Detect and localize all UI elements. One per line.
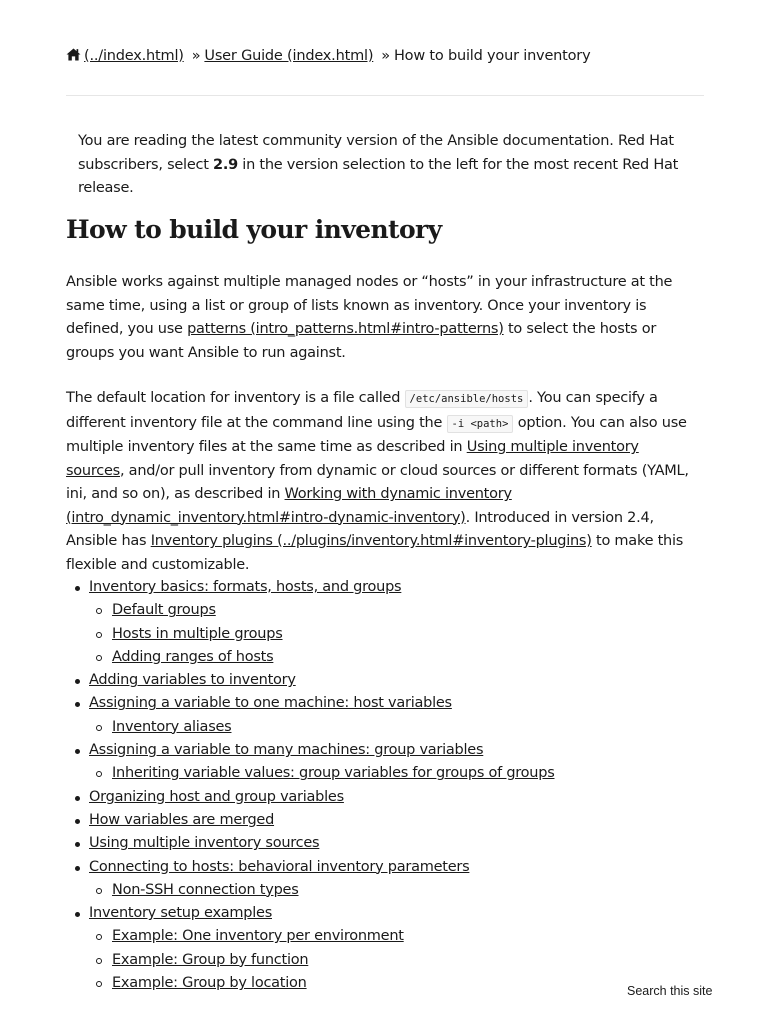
- toc-link[interactable]: Default groups: [112, 602, 216, 619]
- toc-subitem: [66, 949, 706, 972]
- patterns-link[interactable]: patterns (intro_patterns.html#intro-patterns): [187, 321, 504, 337]
- paragraph-text: to make this flexible and customizable.: [66, 533, 684, 573]
- toc-item: [66, 669, 706, 692]
- notice-text-end: in the version selection to the left for the most recent Red Hat release.: [78, 156, 679, 196]
- toc-link[interactable]: Assigning a variable to one machine: host variables: [89, 695, 452, 712]
- paragraph-text: , and/or pull inventory from dynamic or cloud sources or different formats (YAML, ini, and so on), as described in: [66, 462, 689, 502]
- breadcrumb-home-label: (../index.html): [84, 48, 184, 64]
- multiple-inventory-sources-link[interactable]: Using multiple inventory sources: [66, 439, 639, 479]
- breadcrumb-separator: »: [381, 48, 390, 64]
- toc-subitem: [66, 646, 706, 669]
- paragraph-text: The default location for inventory is a file called: [66, 390, 405, 406]
- toc-link[interactable]: Hosts in multiple groups: [112, 625, 283, 642]
- inventory-plugins-link[interactable]: Inventory plugins (../plugins/inventory.html#inventory-plugins): [150, 533, 592, 549]
- table-of-contents: [66, 576, 706, 995]
- notice-version: 2.9: [213, 156, 238, 173]
- toc-link[interactable]: Organizing host and group variables: [89, 788, 344, 805]
- toc-subitem: [66, 599, 706, 622]
- toc-link[interactable]: Adding variables to inventory: [89, 672, 296, 689]
- breadcrumb-user-guide-link[interactable]: User Guide (index.html): [204, 48, 374, 64]
- notice-text: You are reading the latest community version of the Ansible documentation. Red Hat subscribers, select: [78, 133, 674, 173]
- toc-item: [66, 902, 706, 925]
- inventory-path-code: /etc/ansible/hosts: [405, 390, 529, 408]
- toc-item: [66, 739, 706, 762]
- search-site-link[interactable]: Search this site: [627, 984, 713, 998]
- toc-link[interactable]: Connecting to hosts: behavioral inventory parameters: [89, 858, 470, 875]
- paragraph-text: Ansible works against multiple managed nodes or “hosts” in your infrastructure at the same time, using a list or group of lists known as inventory. Once your inventory is defined, you use: [66, 274, 673, 337]
- toc-link[interactable]: Inventory basics: formats, hosts, and groups: [89, 579, 402, 595]
- toc-item: [66, 786, 706, 809]
- breadcrumb: [66, 46, 590, 66]
- toc-link[interactable]: Using multiple inventory sources: [89, 835, 320, 852]
- toc-link[interactable]: Inventory aliases: [112, 718, 232, 735]
- toc-subitem: [66, 925, 706, 948]
- paragraph-text: option. You can also use multiple inventory files at the same time as described in: [66, 414, 687, 455]
- dynamic-inventory-link[interactable]: Working with dynamic inventory (intro_dynamic_inventory.html#intro-dynamic-inventory): [66, 486, 512, 526]
- toc-item: [66, 856, 706, 879]
- toc-link[interactable]: Non-SSH connection types: [112, 881, 299, 898]
- home-icon: [66, 48, 81, 61]
- toc-link[interactable]: Inheriting variable values: group variables for groups of groups: [112, 765, 555, 782]
- toc-link[interactable]: Example: Group by function: [112, 951, 309, 968]
- toc-item: [66, 809, 706, 832]
- version-notice: [78, 130, 703, 201]
- breadcrumb-separator: »: [191, 48, 201, 64]
- page-title: How to build your inventory: [66, 215, 442, 244]
- paragraph-text: to select the hosts or groups you want Ansible to run against.: [66, 321, 657, 361]
- toc-item: [66, 692, 706, 715]
- toc-item: [66, 832, 706, 855]
- breadcrumb-divider: [66, 95, 704, 96]
- toc-link[interactable]: Example: One inventory per environment: [112, 928, 404, 945]
- toc-link[interactable]: Inventory setup examples: [89, 905, 272, 922]
- toc-link[interactable]: How variables are merged: [89, 811, 275, 828]
- breadcrumb-current: How to build your inventory: [393, 48, 591, 64]
- toc-subitem: [66, 879, 706, 902]
- toc-link[interactable]: Assigning a variable to many machines: group variables: [89, 742, 484, 759]
- paragraph-text: . You can specify a different inventory file at the command line using the: [66, 390, 658, 431]
- toc-subitem: [66, 762, 706, 785]
- toc-subitem: [66, 623, 706, 646]
- toc-subitem: [66, 972, 706, 995]
- toc-subitem: [66, 716, 706, 739]
- toc-item: [66, 576, 706, 599]
- breadcrumb-home-link[interactable]: [66, 48, 184, 64]
- intro-paragraph-2: [66, 387, 696, 577]
- intro-paragraph-1: [66, 271, 696, 365]
- inventory-option-code: -i <path>: [447, 415, 514, 433]
- toc-link[interactable]: Example: Group by location: [112, 975, 307, 992]
- toc-link[interactable]: Adding ranges of hosts: [112, 648, 274, 665]
- paragraph-text: . Introduced in version 2.4, Ansible has: [66, 509, 654, 549]
